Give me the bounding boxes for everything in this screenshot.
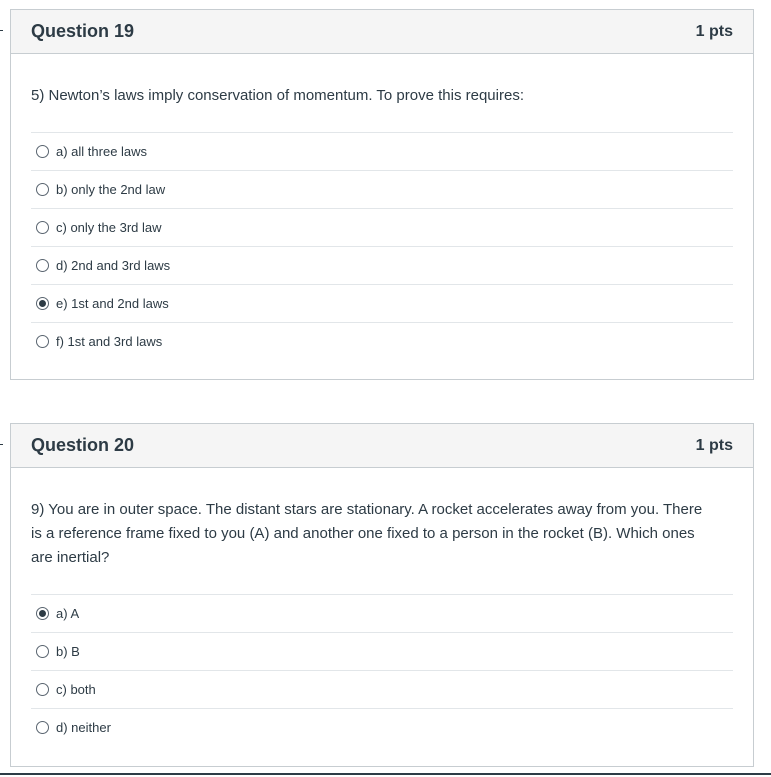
question-text: 9) You are in outer space. The distant stars are stationary. A rocket accelerates away from you. There is a reference frame fixed to you (A) and another one fixed to a person in the rocket (B). Which ones are inertial? [31, 501, 703, 566]
question-header [11, 10, 753, 54]
left-edge-mark [0, 30, 3, 31]
answer-option[interactable] [31, 132, 733, 170]
bottom-divider [0, 773, 771, 775]
question-points: 1 pts [695, 22, 733, 40]
question-title: Question 19 [31, 21, 135, 41]
question-header [11, 424, 753, 468]
question-text: 5) Newton’s laws imply conservation of momentum. To prove this requires: [31, 87, 524, 104]
answer-label: d) neither [56, 720, 111, 735]
radio-button[interactable] [36, 259, 49, 272]
radio-button[interactable] [36, 221, 49, 234]
radio-button[interactable] [36, 683, 49, 696]
answer-option[interactable] [31, 708, 733, 746]
answer-label: f) 1st and 3rd laws [56, 334, 163, 349]
answer-list [31, 594, 733, 746]
answer-label: b) B [56, 644, 80, 659]
radio-button[interactable] [36, 607, 49, 620]
radio-button[interactable] [36, 335, 49, 348]
answer-option[interactable] [31, 594, 733, 632]
answer-label: a) A [56, 606, 80, 621]
answer-label: a) all three laws [56, 144, 148, 159]
answer-option[interactable] [31, 208, 733, 246]
radio-button[interactable] [36, 645, 49, 658]
question-title: Question 20 [31, 435, 135, 455]
answer-option[interactable] [31, 284, 733, 322]
radio-button[interactable] [36, 183, 49, 196]
answer-option[interactable] [31, 670, 733, 708]
left-edge-mark [0, 444, 3, 445]
question-20-card [10, 423, 754, 767]
answer-option[interactable] [31, 632, 733, 670]
answer-label: c) only the 3rd law [56, 220, 162, 235]
question-19-card [10, 9, 754, 380]
radio-button[interactable] [36, 145, 49, 158]
answer-label: e) 1st and 2nd laws [56, 296, 169, 311]
answer-list [31, 132, 733, 360]
answer-option[interactable] [31, 246, 733, 284]
answer-option[interactable] [31, 170, 733, 208]
radio-button[interactable] [36, 721, 49, 734]
answer-label: d) 2nd and 3rd laws [56, 258, 171, 273]
answer-option[interactable] [31, 322, 733, 360]
answer-label: b) only the 2nd law [56, 182, 166, 197]
radio-button[interactable] [36, 297, 49, 310]
question-points: 1 pts [695, 436, 733, 454]
answer-label: c) both [56, 682, 96, 697]
